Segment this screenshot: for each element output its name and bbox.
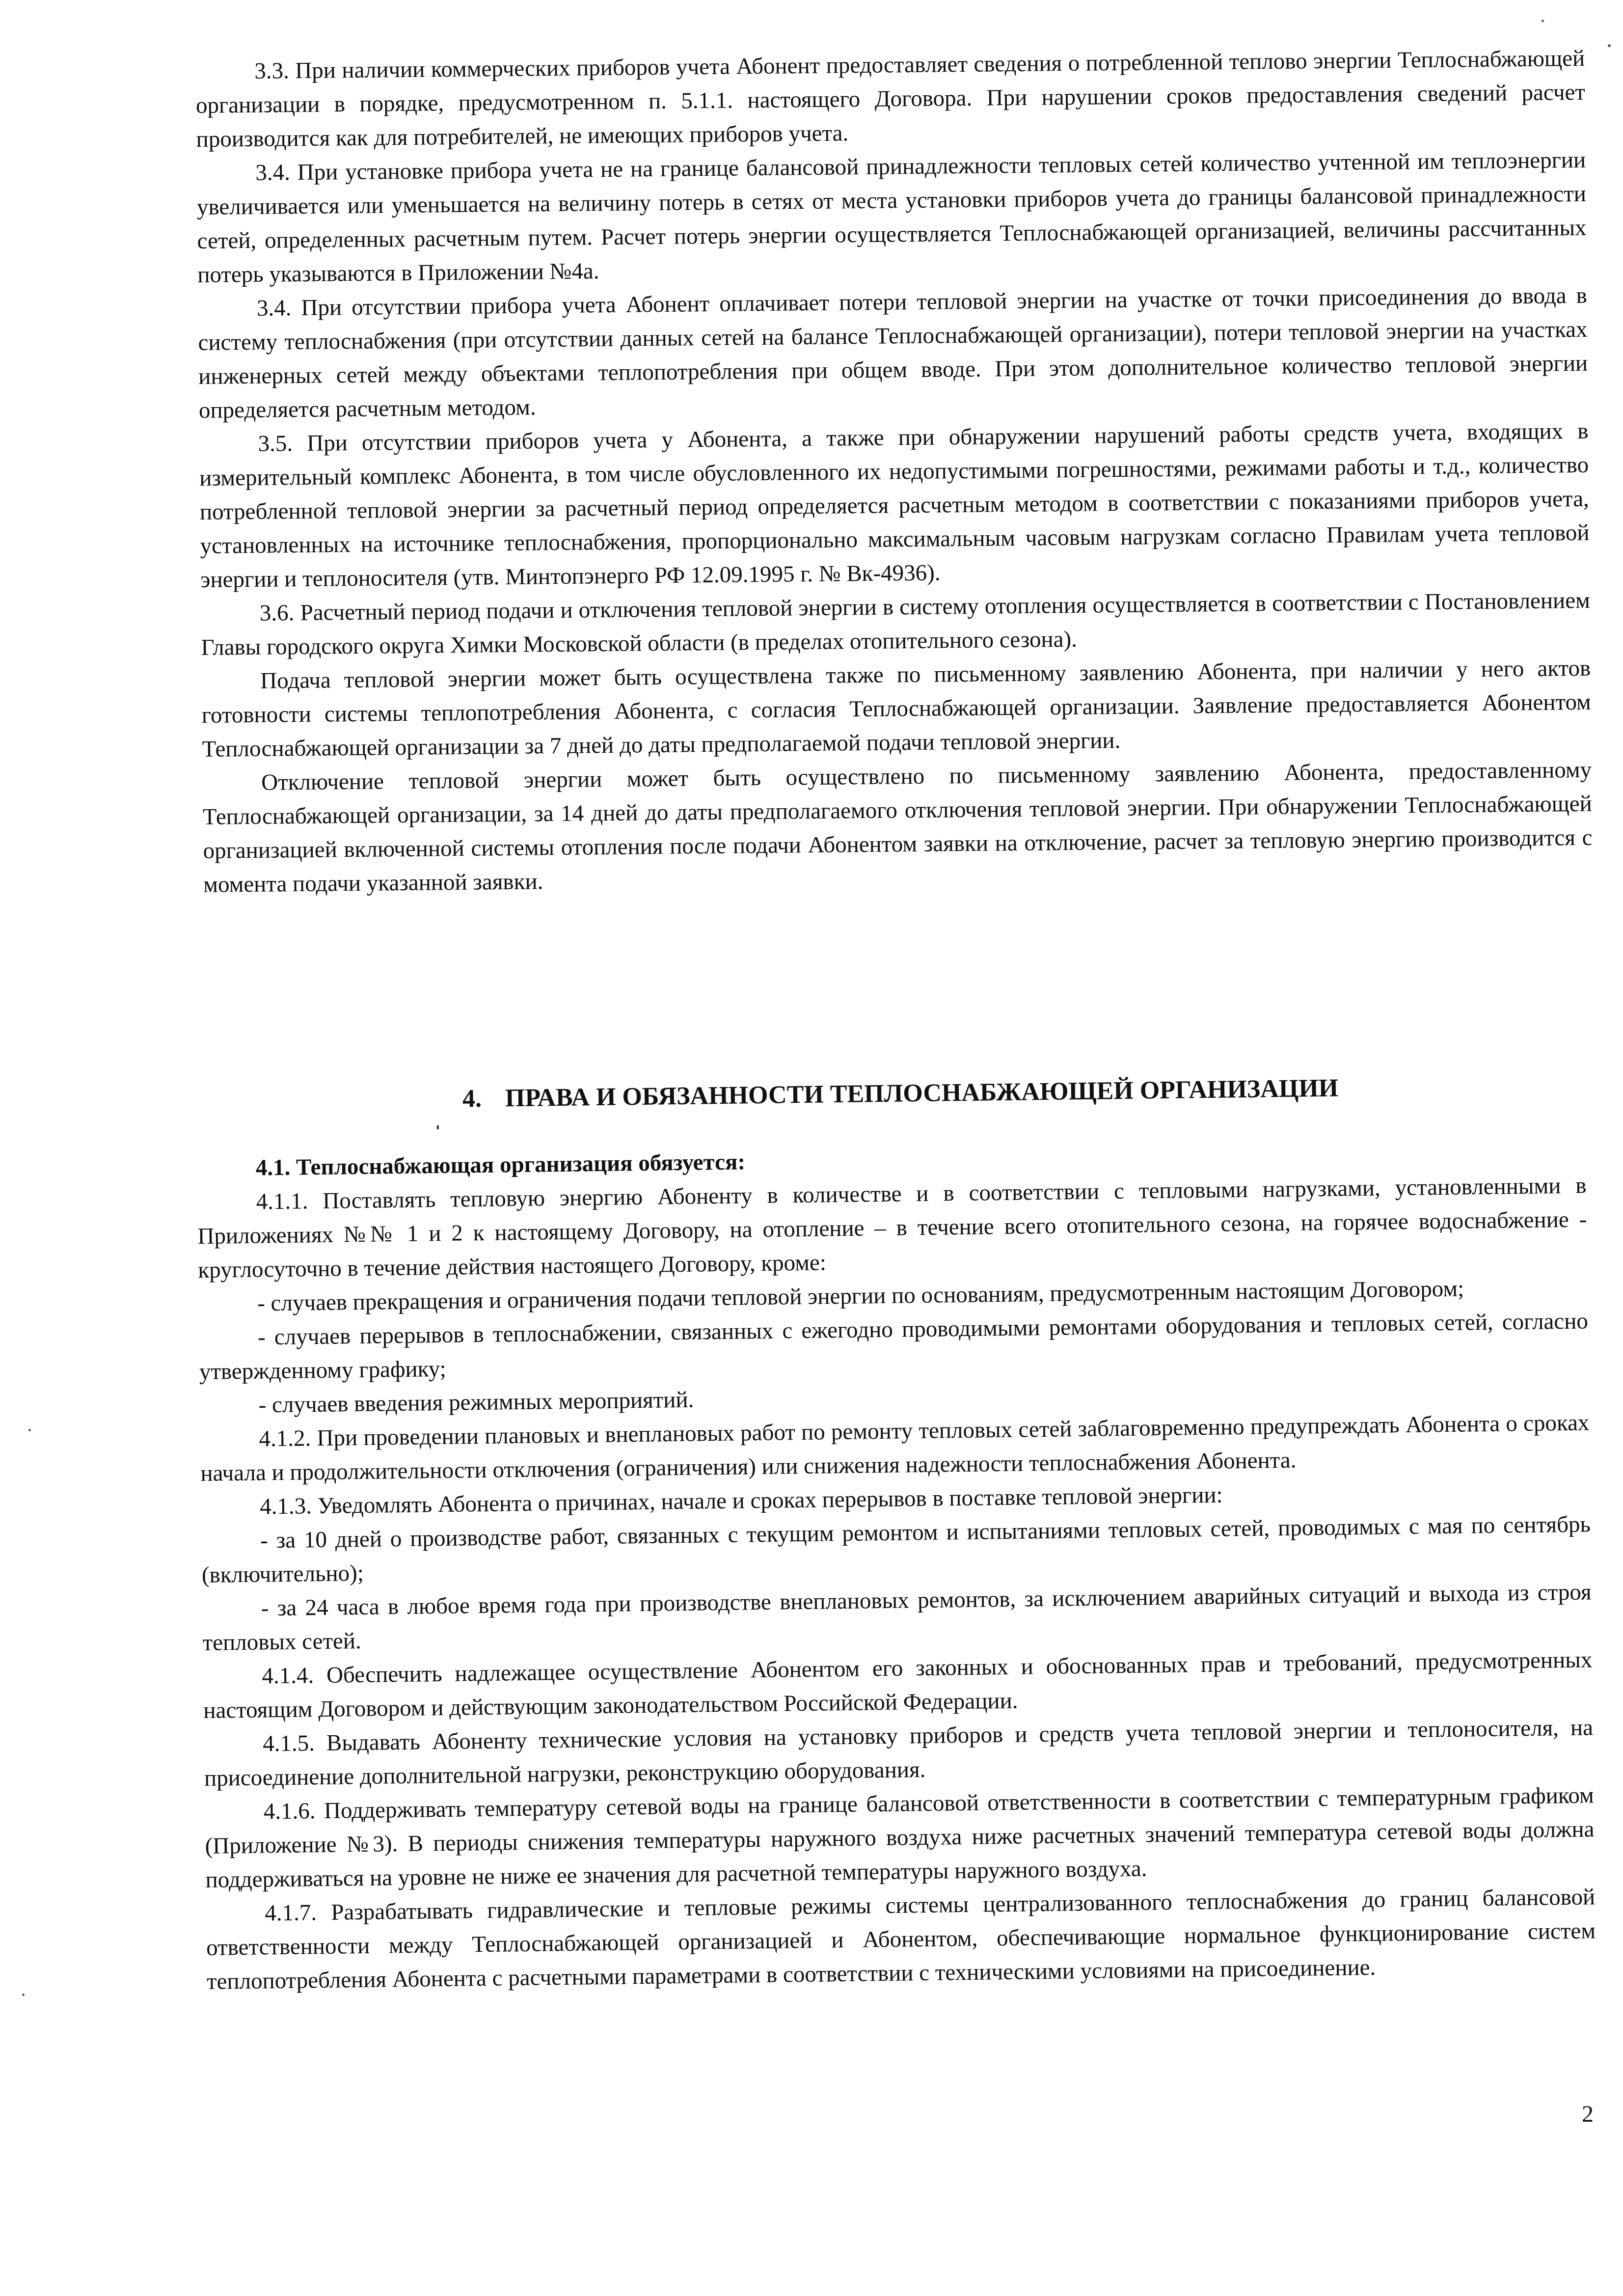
scan-speck (28, 1429, 31, 1431)
paragraph-3-3: 3.3. При наличии коммерческих приборов учета Абонент предоставляет сведения о потребленной теплово энергии Теплоснабжающей организации в порядке, предусмотренном п. 5.1.1. настоящего Договора. При нарушении сроков предоставления сведений расчет производится как для потребителей, не имеющих приборов учета. (195, 45, 1586, 152)
section-4-heading (196, 1068, 1586, 1120)
paragraph-4-1-5: 4.1.5. Выдавать Абоненту технические условия на установку приборов и средств учета тепловой энергии и теплоносителя, на присоединение дополнительной нагрузки, реконструкцию оборудования. (204, 1715, 1594, 1791)
list-item-exception-2: - случаев перерывов в теплоснабжении, связанных с ежегодно проводимыми ремонтами оборудования и тепловых сетей, согласно утвержденному графику; (199, 1308, 1589, 1385)
scan-speck (437, 1125, 439, 1129)
list-item-notice-24-hours: - за 24 часа в любое время года при производстве внеплановых ремонтов, за исключением аварийных ситуаций и выхода из строя тепловых сетей. (202, 1579, 1592, 1656)
paragraph-4-1-1: 4.1.1. Поставлять тепловую энергию Абоненту в количестве и в соответствии с тепловыми нагрузками, установленными в Приложениях №№ 1 и 2 к настоящему Договору, на отопление – в течение всего отопительного сезона, на горячее водоснабжение - круглосуточно в течение действия настоящего Договору, кроме: (197, 1173, 1587, 1283)
paragraph-supply-by-request: Подача тепловой энергии может быть осуществлена также по письменному заявлению Абонента, при наличии у него актов готовности системы теплопотребления Абонента, с согласия Теплоснабжающей организации. Заявление предоставляется Абонентом Теплоснабжающей организации за 7 дней до даты предполагаемой подачи тепловой энергии. (201, 655, 1592, 762)
paragraph-3-4-no-meter: 3.4. При отсутствии прибора учета Абонент оплачивает потери тепловой энергии на участке от точки присоединения до ввода в систему теплоснабжения (при отсутствии данных сетей на балансе Теплоснабжающей организации), потери тепловой энергии на участках инженерных сетей между объектами теплопотребления при общем вводе. При этом дополнительное количество тепловой энергии определяется расчетным методом. (198, 282, 1588, 423)
list-item-exception-1: - случаев прекращения и ограничения подачи тепловой энергии по основаниям, предусмотренным настоящим Договором; (257, 1276, 1464, 1316)
section-4-text (195, 1038, 1596, 1998)
paragraph-3-4-meter-location: 3.4. При установке прибора учета не на границе балансовой принадлежности тепловых сетей количество учтенной им теплоэнергии увеличивается или уменьшается на величину потерь в сетях от места установки приборов учета до границы балансовой принадлежности сетей, определенных расчетным путем. Расчет потерь энергии осуществляется Теплоснабжающей организацией, величины рассчитанных потерь указываются в Приложении №4а. (196, 147, 1587, 288)
subheading-4-1: 4.1. Теплоснабжающая организация обязуется: (255, 1149, 746, 1181)
paragraph-4-1-2: 4.1.2. При проведении плановых и внеплановых работ по ремонту тепловых сетей заблаговременно предупреждать Абонента о сроках начала и продолжительности отключения (ограничения) или снижения надежности теплоснабжения Абонента. (200, 1410, 1590, 1486)
list-item-exception-3: - случаев введения режимных мероприятий. (258, 1387, 694, 1418)
scan-speck (1542, 20, 1544, 22)
section-3-text (195, 42, 1593, 902)
scan-speck (22, 1994, 25, 1996)
paragraph-4-1-3: 4.1.3. Уведомлять Абонента о причинах, начале и сроках перерывов в поставке тепловой энергии: (259, 1482, 1223, 1520)
paragraph-4-1-6: 4.1.6. Поддерживать температуру сетевой воды на границе балансовой ответственности в соответствии с температурным графиком (Приложение №3). В периоды снижения температуры наружного воздуха ниже расчетных значений температура сетевой воды должна поддерживаться на уровне не ниже ее значения для расчетной температуры наружного воздуха. (205, 1782, 1595, 1893)
page-number: 2 (1582, 2101, 1594, 2127)
list-item-notice-10-days: - за 10 дней о производстве работ, связанных с текущим ремонтом и испытаниями тепловых сетей, проводимых с мая по сентябрь (включительно); (201, 1511, 1591, 1588)
scan-speck (1608, 44, 1611, 47)
paragraph-4-1-4: 4.1.4. Обеспечить надлежащее осуществление Абонентом его законных и обоснованных прав и требований, предусмотренных настоящим Договором и действующим законодательством Российской Федерации. (203, 1647, 1593, 1723)
paragraph-4-1-7: 4.1.7. Разрабатывать гидравлические и тепловые режимы системы централизованного теплоснабжения до границ балансовой ответственности между Теплоснабжающей организацией и Абонентом, обеспечивающие нормальное функционирование систем теплопотребления Абонента с расчетными параметрами в соответствии с техническими условиями на присоединение. (206, 1884, 1596, 1995)
paragraph-shutdown-by-request: Отключение тепловой энергии может быть осуществлено по письменному заявлению Абонента, предоставленному Теплоснабжающей организации, за 14 дней до даты предполагаемого отключения тепловой энергии. При обнаружении Теплоснабжающей организацией включенной системы отопления после подачи Абонентом заявки на отключение, расчет за тепловую энергию производится с момента подачи указанной заявки. (202, 757, 1593, 898)
paragraph-3-6: 3.6. Расчетный период подачи и отключения тепловой энергии в систему отопления осуществляется в соответствии с Постановлением Главы городского округа Химки Московской области (в пределах отопительного сезона). (201, 587, 1591, 660)
section-4-title: ПРАВА И ОБЯЗАННОСТИ ТЕПЛОСНАБЖАЮЩЕЙ ОРГАНИЗАЦИИ (505, 1074, 1339, 1113)
paragraph-3-5: 3.5. При отсутствии приборов учета у Абонента, а также при обнаружении нарушений работы средств учета, входящих в измерительный комплекс Абонента, в том числе обусловленного их недопустимыми погрешностями, режимами работы и т.д., количество потребленной тепловой энергии за расчетный период определяется расчетным методом в соответствии с показаниями приборов учета, установленных на источнике теплоснабжения, пропорционально максимальным часовым нагрузкам согласно Правилам учета тепловой энергии и теплоносителя (утв. Минтопэнерго РФ 12.09.1995 г. № Вк-4936). (199, 418, 1590, 593)
section-4-number: 4. (462, 1084, 482, 1113)
